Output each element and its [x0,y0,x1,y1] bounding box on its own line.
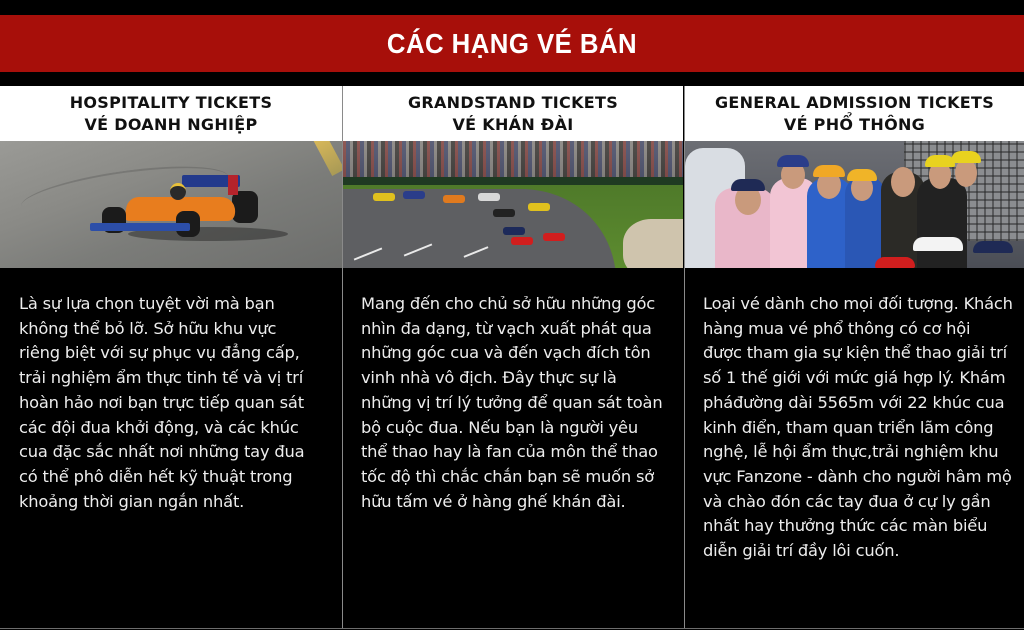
ticket-categories [0,86,1024,630]
race-start-image [343,141,683,268]
ticket-description: Là sự lựa chọn tuyệt vời mà bạn không thể bỏ lỡ. Sở hữu khu vực riêng biệt với sự phục vụ đẳng cấp, trải nghiệm ẩm thực tinh tế và vị trí hoàn hảo nơi bạn trực tiếp quan sát các đội đua khởi động, và các khúc cua đặc sắc nhất nơi những tay đua có thể phô diễn hết kỹ thuật trong khoảng thời gian ngắn nhất. [19,294,305,511]
ticket-card-grandstand [343,86,683,628]
ticket-title-en: GENERAL ADMISSION TICKETS [714,92,995,112]
bottom-divider [0,628,1024,629]
ticket-title-vi: VÉ KHÁN ĐÀI [452,114,574,134]
ticket-card-header [0,86,342,141]
mclaren-car-image [0,141,342,268]
ticket-title-en: HOSPITALITY TICKETS [69,92,273,112]
ticket-description: Mang đến cho chủ sở hữu những góc nhìn đa dạng, từ vạch xuất phát qua những góc cua và đến vạch đích tôn vinh nhà vô địch. Đây thực sự là những vị trí lý tưởng để quan sát toàn bộ cuộc đua. Nếu bạn là người yêu thể thao hay là fan của môn thể thao tốc độ thì chắc chắn bạn sẽ muốn sở hữu tấm vé ở hàng ghế khán đài. [361,294,663,511]
drivers-group-image [685,141,1024,268]
ticket-title-en: GRANDSTAND TICKETS [407,92,619,112]
ticket-card-general-admission [685,86,1024,628]
page-title: CÁC HẠNG VÉ BÁN [386,27,638,59]
title-banner [0,15,1024,72]
ticket-card-header [685,86,1024,141]
ticket-card-hospitality [0,86,342,628]
ticket-title-vi: VÉ PHỔ THÔNG [783,114,926,134]
ticket-card-header [343,86,683,141]
ticket-title-vi: VÉ DOANH NGHIỆP [84,114,258,134]
ticket-description: Loại vé dành cho mọi đối tượng. Khách hàng mua vé phổ thông có cơ hội được tham gia sự kiện thể thao giải trí số 1 thế giới với mức giá hợp lý. Khám pháđường dài 5565m với 22 khúc cua kinh điển, tham quan triển lãm công nghệ, lễ hội ẩm thực,trải nghiệm khu vực Fanzone - dành cho người hâm mộ và chào đón các tay đua ở cự ly gần nhất hay thưởng thức các màn biểu diễn giải trí đầy lôi cuốn. [703,294,1013,561]
